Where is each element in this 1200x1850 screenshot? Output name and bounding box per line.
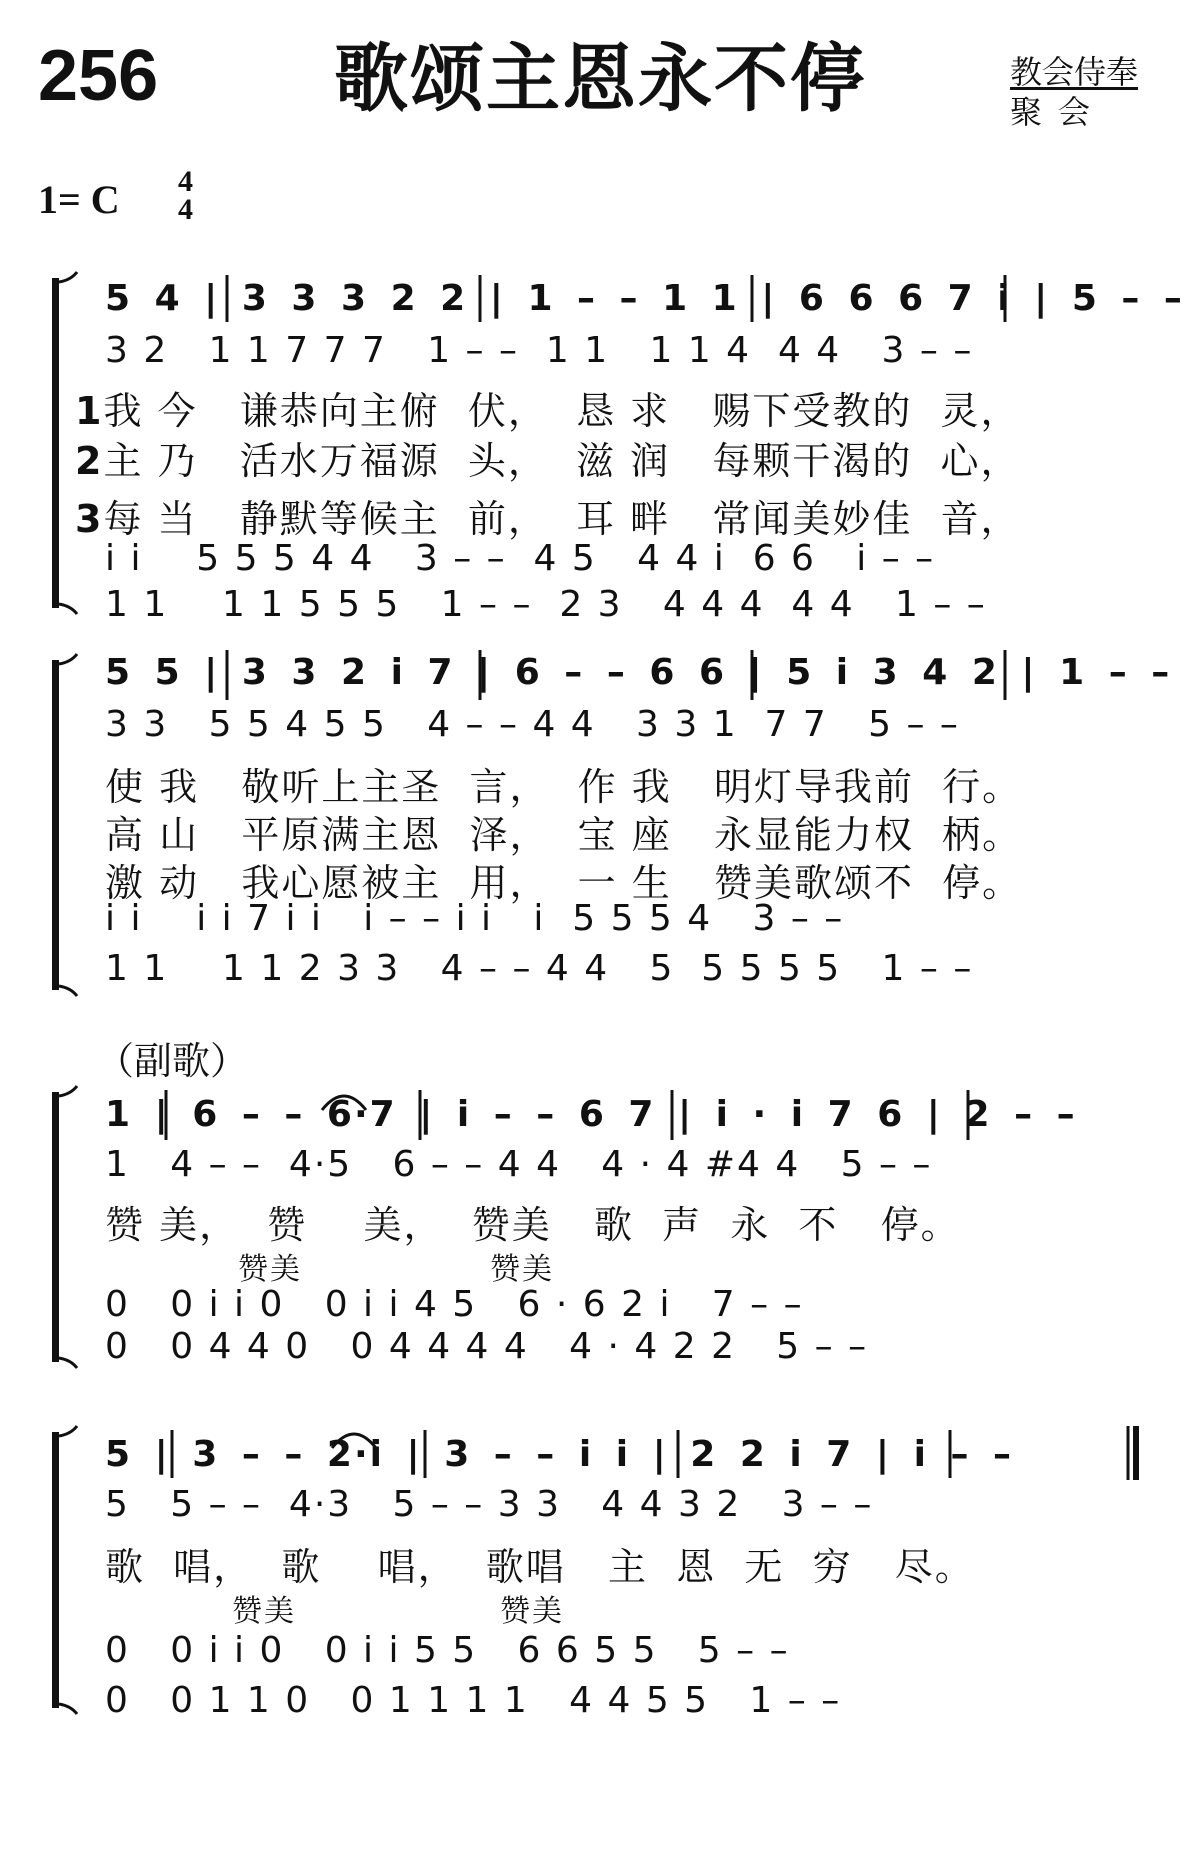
system4-bass: 0 0 1 1 0 0 1 1 1 1 4 4 5 5 1 – – [105,1680,842,1721]
system3-bass: 0 0 4 4 0 0 4 4 4 4 4 · 4 2 2 5 – – [105,1326,869,1367]
system3-soprano: 1 | 6 – – 6·7 | i – – 6 7 | i · i 7 6 | 2 – – [105,1094,1077,1135]
system4-sub-label-1: 赞美 [232,1594,296,1629]
system4-soprano: 5 | 3 – – 2·i | 3 – – i i | 2 2 i 7 | i – – [105,1434,1013,1475]
credit-source: 教会侍奉 [1010,53,1139,91]
hymn-title: 歌颂主恩永不停 [334,36,866,122]
system1-verse1 [75,380,1021,435]
system2-bass: 1 1 1 1 2 3 3 4 – – 4 4 5 5 5 5 5 1 – – [105,948,974,989]
system1-verse3-text: 每 当 静默等候主 前， 耳 畔 常闻美妙佳 音， [103,497,1021,541]
time-signature-top: 4 [178,165,193,198]
system1-bass: 1 1 1 1 5 5 5 1 – – 2 3 4 4 4 4 4 1 – – [105,584,987,625]
key-signature: 1= C [38,177,120,222]
verse3-number: 3 [75,497,104,541]
time-signature-bottom: 4 [178,193,193,226]
system3-alto: 1 4 – – 4·5 6 – – 4 4 4 · 4 #4 4 5 – – [105,1144,933,1185]
system3-lyric: 赞 美， 赞 美， 赞美 歌 声 永 不 停。 [105,1203,961,1247]
system3-sub-label-1: 赞美 [238,1252,302,1287]
system1-verse1-text: 我 今 谦恭向主俯 伏， 恳 求 赐下受教的 灵， [103,389,1021,433]
system1-alto: 3 2 1 1 7 7 7 1 – – 1 1 1 1 4 4 4 3 – – [105,330,974,371]
system2-verse3: 激 动 我心愿被主 用， 一 生 赞美歌颂不 停。 [105,861,1023,905]
verse1-number: 1 [75,389,104,433]
verse2-number: 2 [75,439,104,483]
system1-tenor: i i 5 5 5 4 4 3 – – 4 5 4 4 i 6 6 i – – [105,538,936,579]
system3-sub-label-2: 赞美 [490,1252,554,1287]
system2-tenor: i i i i 7 i i i – – i i i 5 5 5 4 3 – – [105,898,845,939]
system2-verse1: 使 我 敬听上主圣 言， 作 我 明灯导我前 行。 [105,765,1023,809]
system2-soprano: 5 5 | 3 3 2 i 7 | 6 – – 6 6 | 5 i 3 4 2 | 1 – – [105,652,1172,693]
system4-lyric: 歌 唱， 歌 唱， 歌唱 主 恩 无 穷 尽。 [105,1545,975,1589]
hymn-number: 256 [38,36,159,116]
system3-tenor: 0 0 i i 0 0 i i 4 5 6 · 6 2 i 7 – – [105,1284,804,1325]
system1-soprano: 5 4 | 3 3 3 2 2 | 1 – – 1 1 | 6 6 6 7 i | 5 – – [105,278,1184,319]
system4-sub-label-2: 赞美 [500,1594,564,1629]
chorus-label: （副歌） [96,1039,249,1083]
credit-meeting: 聚会 [1010,93,1107,131]
system2-verse2: 高 山 平原满主恩 泽， 宝 座 永显能力权 柄。 [105,813,1023,857]
system1-verse2-text: 主 乃 活水万福源 头， 滋 润 每颗干渴的 心， [103,439,1021,483]
system2-alto: 3 3 5 5 4 5 5 4 – – 4 4 3 3 1 7 7 5 – – [105,704,960,745]
system1-verse2 [75,430,1021,485]
system4-alto: 5 5 – – 4·3 5 – – 3 3 4 4 3 2 3 – – [105,1484,874,1525]
system4-tenor: 0 0 i i 0 0 i i 5 5 6 6 5 5 5 – – [105,1630,790,1671]
system1-verse3 [75,488,1021,543]
